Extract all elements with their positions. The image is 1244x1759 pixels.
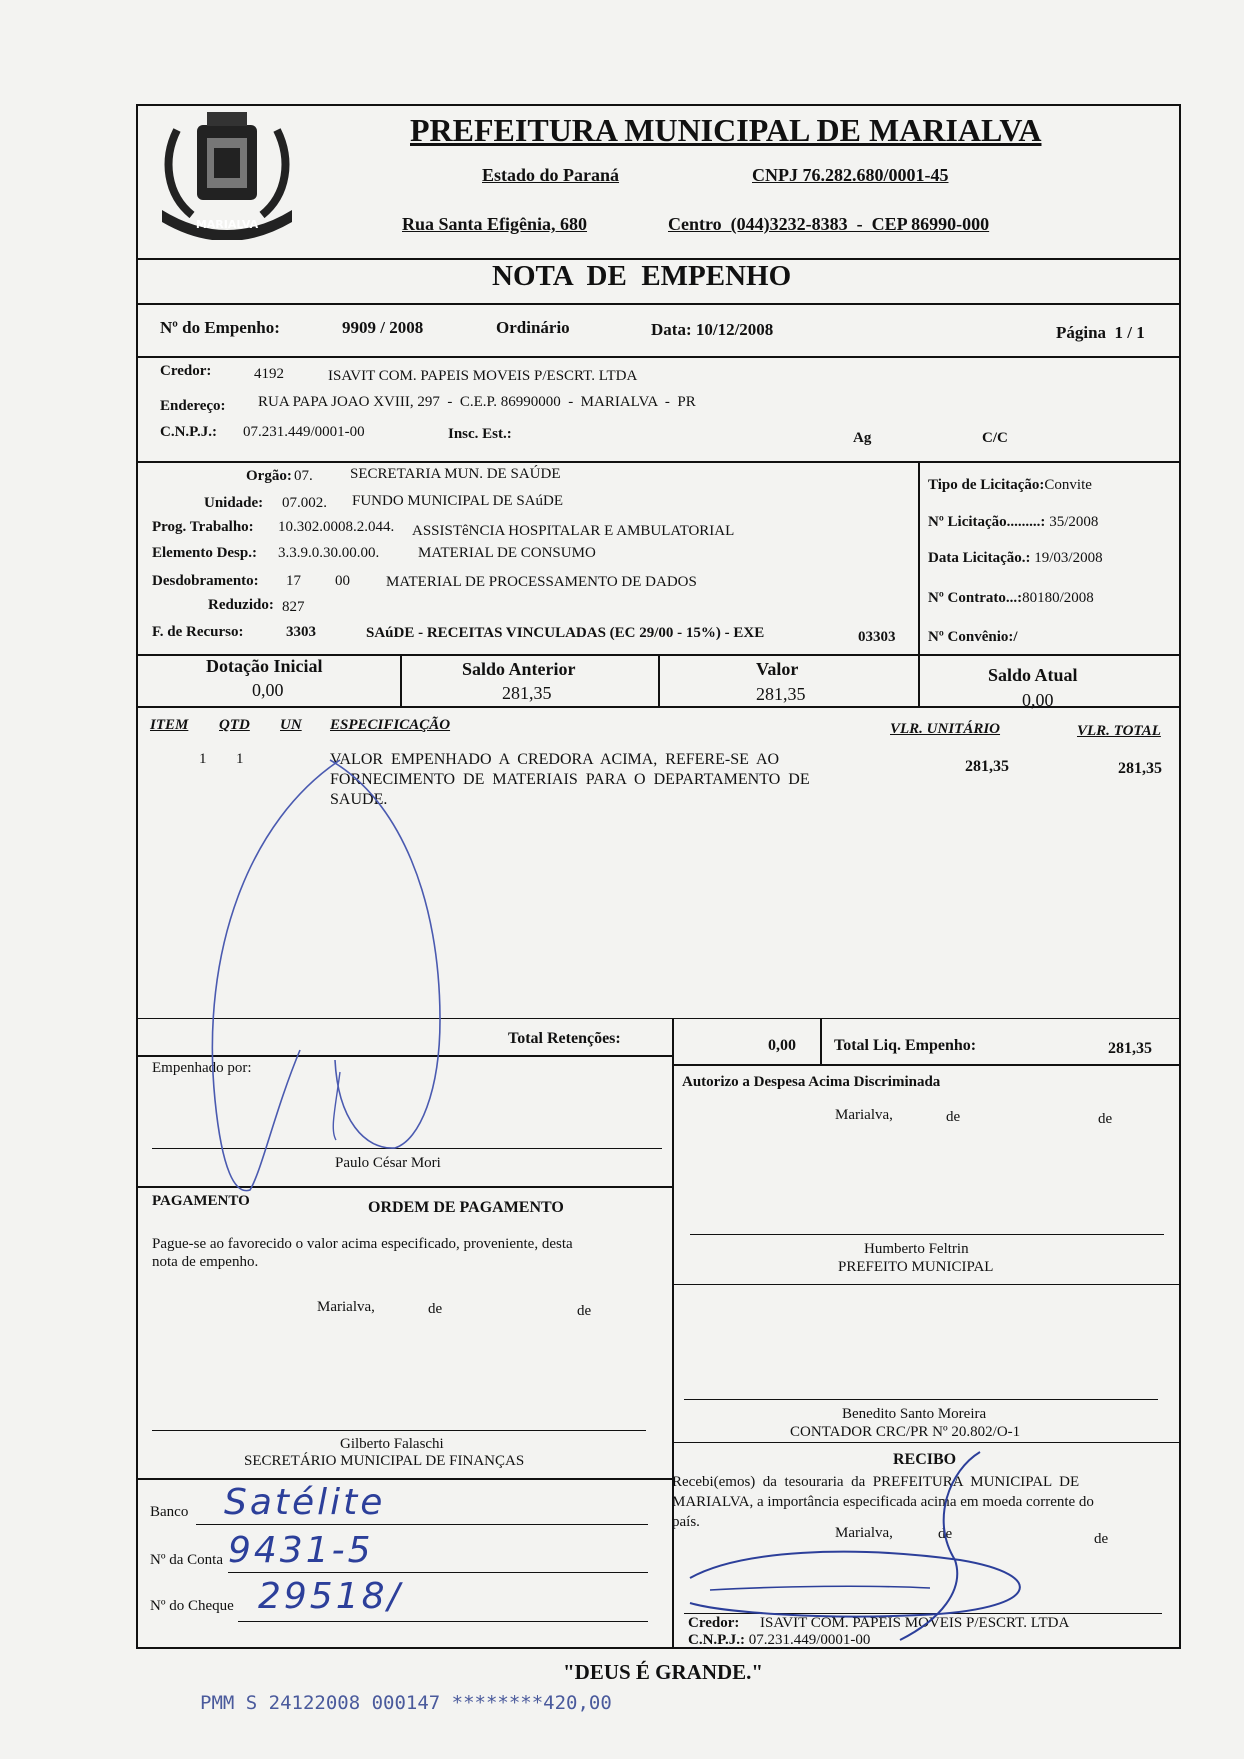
prog-code: 10.302.0008.2.044. [278, 519, 395, 535]
pagamento-text-1: Pague-se ao favorecido o valor acima especificado, proveniente, desta [152, 1236, 573, 1252]
recurso-code: 3303 [286, 624, 316, 640]
tipo-licitacao-label-text: Tipo de Licitação: [928, 477, 1045, 493]
credor-address: RUA PAPA JOAO XVIII, 297 - C.E.P. 86990000 - MARIALVA - PR [258, 394, 696, 410]
ordem-pagamento: ORDEM DE PAGAMENTO [368, 1199, 564, 1216]
num-licitacao-value: 35/2008 [1049, 514, 1099, 530]
item-unit-value: 281,35 [965, 758, 1009, 775]
header-state: Estado do Paraná [482, 165, 620, 185]
total-retencoes-value: 0,00 [768, 1037, 796, 1054]
item-number: 1 [199, 751, 207, 767]
banco-label: Banco [150, 1504, 189, 1520]
header-cnpj: CNPJ 76.282.680/0001-45 [752, 165, 949, 185]
prog-name: ASSISTêNCIA HOSPITALAR E AMBULATORIAL [412, 523, 735, 539]
footer-stamp: PMM S 24122008 000147 ********420,00 [200, 1692, 612, 1714]
empenho-date: Data: 10/12/2008 [651, 320, 774, 339]
saldo-anterior-label: Saldo Anterior [462, 659, 576, 679]
unidade-label: Unidade: [204, 495, 264, 511]
data-licitacao-value: 19/03/2008 [1034, 550, 1103, 566]
footer-motto: "DEUS É GRANDE." [563, 1660, 764, 1684]
conta-handwritten: 9431-5 [228, 1530, 374, 1571]
dotacao-inicial-label: Dotação Inicial [206, 656, 323, 676]
recurso-name: SAúDE - RECEITAS VINCULADAS (EC 29/00 - 15%) - EXE [366, 625, 765, 641]
insc-est-label: Insc. Est.: [448, 426, 512, 442]
unidade-code: 07.002. [282, 495, 327, 511]
elemento-code: 3.3.9.0.30.00.00. [278, 545, 380, 561]
num-convenio: Nº Convênio:/ [928, 629, 1018, 645]
data-licitacao-label: Data Licitação.: [928, 550, 1031, 566]
pagamento-city: Marialva, [317, 1299, 375, 1315]
header-title: PREFEITURA MUNICIPAL DE MARIALVA [410, 112, 1042, 148]
cc-label: C/C [982, 430, 1008, 446]
recurso-label: F. de Recurso: [152, 624, 244, 640]
num-contrato-value: 80180/2008 [1022, 590, 1094, 606]
orgao-name: SECRETARIA MUN. DE SAÚDE [350, 466, 561, 482]
num-contrato-label: Nº Contrato...: [928, 590, 1023, 606]
credor-code: 4192 [254, 366, 284, 382]
elemento-label: Elemento Desp.: [152, 545, 257, 561]
empenho-number: 9909 / 2008 [342, 318, 424, 337]
empenhado-signer: Paulo César Mori [335, 1155, 441, 1171]
pagamento-text-2: nota de empenho. [152, 1254, 259, 1270]
pagamento-de-1: de [428, 1301, 443, 1317]
reduzido-value: 827 [282, 599, 305, 615]
recibo-cnpj-label-text: C.N.P.J.: [688, 1632, 745, 1648]
autorizo-signer: Humberto Feltrin [864, 1241, 969, 1257]
col-vlr-total: VLR. TOTAL [1077, 723, 1161, 739]
autorizo-de-1: de [946, 1109, 961, 1125]
conta-label: Nº da Conta [150, 1552, 223, 1568]
dotacao-inicial-value: 0,00 [252, 680, 284, 700]
pagamento-signer: Gilberto Falaschi [340, 1436, 444, 1452]
ag-label: Ag [853, 430, 872, 446]
recibo-cnpj-value: 07.231.449/0001-00 [748, 1632, 871, 1648]
saldo-atual-value: 0,00 [1022, 690, 1054, 710]
contador-signer: Benedito Santo Moreira [842, 1406, 987, 1422]
saldo-anterior-value: 281,35 [502, 683, 552, 703]
banco-handwritten: Satélite [224, 1482, 386, 1523]
orgao-label: Orgão: [246, 468, 292, 484]
pagamento-de-2: de [577, 1303, 592, 1319]
recibo-de-1: de [938, 1526, 953, 1542]
autorizo-label: Autorizo a Despesa Acima Discriminada [682, 1074, 941, 1090]
empenhado-label: Empenhado por: [152, 1060, 252, 1076]
col-un: UN [280, 717, 302, 733]
pagamento-label: PAGAMENTO [152, 1193, 250, 1209]
total-liq-label: Total Liq. Empenho: [834, 1037, 977, 1054]
autorizo-role: PREFEITO MUNICIPAL [838, 1259, 994, 1275]
recibo-text-3: país. [672, 1514, 700, 1530]
crest-text: MARIALVA [195, 218, 259, 231]
prog-label: Prog. Trabalho: [152, 519, 254, 535]
page-number: Página 1 / 1 [1056, 323, 1145, 342]
credor-cnpj: 07.231.449/0001-00 [243, 424, 365, 440]
valor-value: 281,35 [756, 684, 806, 704]
endereco-label: Endereço: [160, 398, 226, 414]
recibo-de-2: de [1094, 1531, 1109, 1547]
cnpj-label: C.N.P.J.: [160, 424, 217, 440]
tipo-licitacao-value: Convite [1044, 477, 1092, 493]
col-vlr-unitario: VLR. UNITÁRIO [890, 721, 1001, 737]
orgao-code: 07. [294, 468, 313, 484]
recurso-number: 03303 [858, 629, 896, 645]
col-qtd: QTD [219, 717, 250, 733]
empenho-type: Ordinário [496, 318, 570, 337]
recibo-text-2: MARIALVA, a importância especificada acima em moeda corrente do [672, 1494, 1094, 1510]
total-liq-value: 281,35 [1108, 1040, 1152, 1057]
credor-name: ISAVIT COM. PAPEIS MOVEIS P/ESCRT. LTDA [328, 368, 638, 384]
doc-title: NOTA DE EMPENHO [492, 260, 792, 292]
credor-label: Credor: [160, 363, 212, 379]
recibo-title: RECIBO [893, 1451, 957, 1468]
item-desc-3: SAUDE. [330, 791, 388, 808]
recibo-city: Marialva, [835, 1525, 893, 1541]
desdobramento-name: MATERIAL DE PROCESSAMENTO DE DADOS [386, 574, 697, 590]
num-licitacao-label: Nº Licitação.........: [928, 514, 1046, 530]
recibo-credor-label: Credor: [688, 1615, 740, 1631]
col-item: ITEM [150, 717, 189, 733]
autorizo-city: Marialva, [835, 1107, 893, 1123]
item-qty: 1 [236, 751, 244, 767]
contador-role: CONTADOR CRC/PR Nº 20.802/O-1 [790, 1424, 1021, 1440]
empenho-number-label: Nº do Empenho: [160, 318, 280, 337]
col-especificacao: ESPECIFICAÇÃO [330, 717, 451, 733]
header-contact: Centro (044)3232-8383 - CEP 86990-000 [668, 214, 990, 234]
desdobramento-a: 17 [286, 573, 301, 589]
cheque-label: Nº do Cheque [150, 1598, 234, 1614]
valor-label: Valor [756, 659, 799, 679]
saldo-atual-label: Saldo Atual [988, 665, 1078, 685]
cheque-handwritten: 29518/ [258, 1576, 403, 1617]
total-retencoes-label: Total Retenções: [508, 1030, 621, 1047]
item-total-value: 281,35 [1118, 760, 1162, 777]
recibo-text-1: Recebi(emos) da tesouraria da PREFEITURA MUNICIPAL DE [672, 1474, 1080, 1490]
recibo-credor: ISAVIT COM. PAPEIS MOVEIS P/ESCRT. LTDA [760, 1615, 1070, 1631]
elemento-name: MATERIAL DE CONSUMO [418, 545, 596, 561]
item-desc-2: FORNECIMENTO DE MATERIAIS PARA O DEPARTAMENTO DE [330, 771, 810, 788]
unidade-name: FUNDO MUNICIPAL DE SAúDE [352, 493, 563, 509]
header-address: Rua Santa Efigênia, 680 [402, 214, 588, 234]
pagamento-role: SECRETÁRIO MUNICIPAL DE FINANÇAS [244, 1453, 525, 1469]
desdobramento-b: 00 [335, 573, 350, 589]
reduzido-label: Reduzido: [208, 597, 274, 613]
autorizo-de-2: de [1098, 1111, 1113, 1127]
desdobramento-label: Desdobramento: [152, 573, 259, 589]
item-desc-1: VALOR EMPENHADO A CREDORA ACIMA, REFERE-SE AO [330, 751, 780, 768]
